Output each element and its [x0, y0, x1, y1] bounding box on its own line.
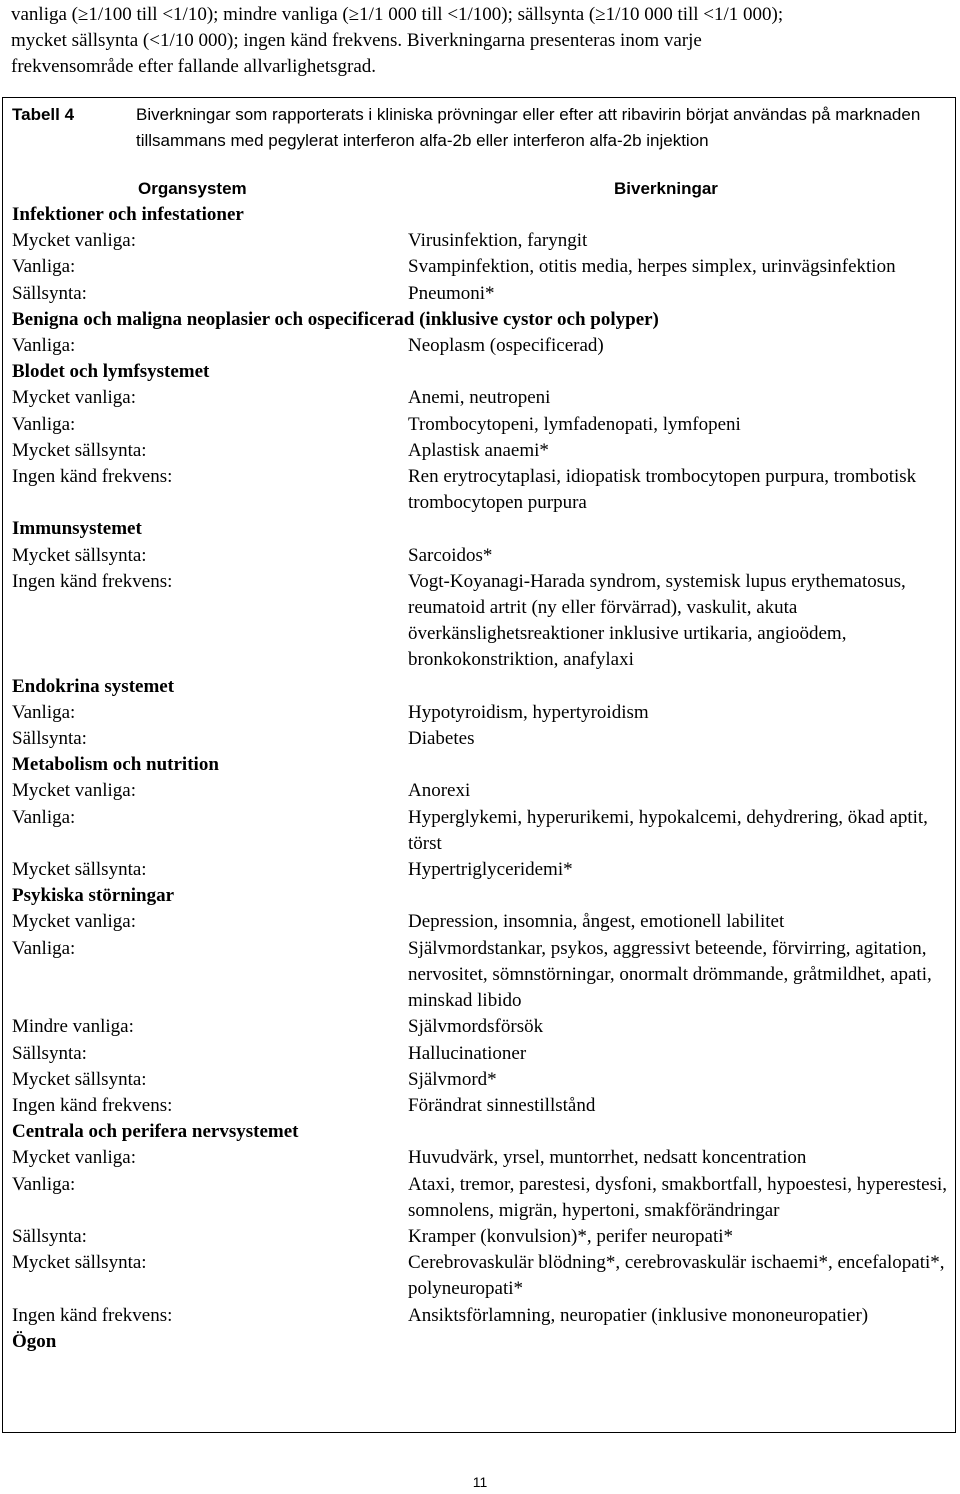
table-row — [12, 1145, 952, 1171]
effects-cell: Förändrat sinnestillstånd — [408, 1094, 596, 1116]
table-caption: Biverkningar som rapporterats i kliniska prövningar eller efter att ribavirin börjat användas på marknaden tillsammans med pegylerat interferon alfa-2b eller interferon alfa-2b injektion — [136, 105, 921, 150]
table-row — [12, 569, 952, 674]
table-row — [12, 1303, 952, 1329]
frequency-cell: Immunsystemet — [12, 518, 142, 540]
table-row — [12, 674, 952, 700]
table-row — [12, 543, 952, 569]
frequency-cell: Vanliga: — [12, 701, 76, 723]
table-row — [12, 202, 952, 228]
table-row — [12, 438, 952, 464]
effects-cell: Ataxi, tremor, parestesi, dysfoni, smakbortfall, hypoestesi, hyperestesi, somnolens, migrän, hypertoni, smakförändringar — [408, 1173, 948, 1221]
table-row — [12, 1041, 952, 1067]
frequency-cell: Mycket sällsynta: — [12, 1252, 147, 1274]
frequency-cell: Vanliga: — [12, 256, 76, 278]
table-row — [12, 228, 952, 254]
table-row — [12, 726, 952, 752]
table-row — [12, 909, 952, 935]
table-row — [12, 412, 952, 438]
effects-cell: Självmordstankar, psykos, aggressivt beteende, förvirring, agitation, nervositet, sömnstörningar, onormalt drömmande, gråtmildhet, apati, minskad libido — [408, 937, 932, 1012]
effects-cell: Hypertriglyceridemi* — [408, 859, 573, 881]
effects-cell: Anemi, neutropeni — [408, 387, 551, 409]
page-number: 11 — [472, 1474, 488, 1490]
table-row — [12, 883, 952, 909]
table-row — [12, 464, 952, 516]
table-row — [12, 752, 952, 778]
table-row — [12, 254, 952, 280]
frequency-cell: Ögon — [12, 1330, 57, 1352]
effects-cell: Hyperglykemi, hyperurikemi, hypokalcemi, dehydrering, ökad aptit, törst — [408, 806, 928, 854]
table-row — [12, 1067, 952, 1093]
frequency-cell: Mycket sällsynta: — [12, 544, 147, 566]
table-row — [12, 1329, 952, 1355]
frequency-cell: Mycket vanliga: — [12, 230, 136, 252]
frequency-cell: Sällsynta: — [12, 728, 87, 750]
effects-cell: Sarcoidos* — [408, 544, 493, 566]
frequency-cell: Vanliga: — [12, 413, 76, 435]
effects-cell: Diabetes — [408, 728, 475, 750]
effects-cell: Kramper (konvulsion)*, perifer neuropati* — [408, 1225, 734, 1247]
frequency-cell: Centrala och perifera nervsystemet — [12, 1121, 299, 1143]
effects-cell: Hypotyroidism, hypertyroidism — [408, 701, 649, 723]
column-header-biverkningar: Biverkningar — [614, 179, 718, 198]
effects-cell: Självmord* — [408, 1068, 497, 1090]
frequency-cell: Metabolism och nutrition — [12, 754, 219, 776]
table-row — [12, 1014, 952, 1040]
table-row — [12, 700, 952, 726]
table-row — [12, 307, 952, 333]
table-row — [12, 281, 952, 307]
effects-cell: Aplastisk anaemi* — [408, 439, 549, 461]
frequency-cell: Sällsynta: — [12, 1225, 87, 1247]
frequency-cell: Mycket sällsynta: — [12, 439, 147, 461]
frequency-cell: Vanliga: — [12, 806, 76, 828]
effects-cell: Huvudvärk, yrsel, muntorrhet, nedsatt koncentration — [408, 1147, 807, 1169]
effects-cell: Virusinfektion, faryngit — [408, 230, 588, 252]
table-row — [12, 1119, 952, 1145]
table-row — [12, 1250, 952, 1302]
table-row — [12, 516, 952, 542]
table-row — [12, 857, 952, 883]
effects-cell: Depression, insomnia, ångest, emotionell labilitet — [408, 911, 785, 933]
frequency-cell: Mycket vanliga: — [12, 387, 136, 409]
frequency-cell: Vanliga: — [12, 335, 76, 357]
frequency-cell: Infektioner och infestationer — [12, 204, 244, 225]
effects-cell: Ansiktsförlamning, neuropatier (inklusive mononeuropatier) — [408, 1304, 869, 1326]
table-row — [12, 1172, 952, 1224]
effects-cell: Anorexi — [408, 780, 471, 802]
effects-cell: Trombocytopeni, lymfadenopati, lymfopeni — [408, 413, 741, 435]
table-row — [12, 359, 952, 385]
frequency-cell: Vanliga: — [12, 937, 76, 959]
frequency-cell: Psykiska störningar — [12, 885, 175, 907]
table-row — [12, 385, 952, 411]
effects-cell: Vogt-Koyanagi-Harada syndrom, systemisk lupus erythematosus, reumatoid artrit (ny eller förvärrad), vaskulit, akuta överkänslighetsreaktioner inklusive urtikaria, angioödem, bronkokonstriktion, anafylaxi — [408, 570, 906, 671]
frequency-cell: Ingen känd frekvens: — [12, 1304, 173, 1326]
frequency-cell: Sällsynta: — [12, 1042, 87, 1064]
frequency-cell: Ingen känd frekvens: — [12, 1094, 173, 1116]
table-row — [12, 1224, 952, 1250]
column-header-organsystem: Organsystem — [138, 179, 247, 198]
intro-line: mycket sällsynta (<1/10 000); ingen känd frekvens. Biverkningarna presenteras inom varje — [11, 30, 702, 51]
frequency-cell: Mindre vanliga: — [12, 1016, 134, 1038]
intro-line: vanliga (≥1/100 till <1/10); mindre vanliga (≥1/1 000 till <1/100); sällsynta (≥1/10 000 till <1/1 000); — [11, 4, 784, 25]
table-row — [12, 1093, 952, 1119]
frequency-cell: Endokrina systemet — [12, 675, 175, 697]
frequency-cell: Mycket sällsynta: — [12, 1068, 147, 1090]
table-label: Tabell 4 — [12, 105, 75, 124]
table-row — [12, 936, 952, 1015]
frequency-cell: Mycket vanliga: — [12, 911, 136, 933]
effects-cell: Självmordsförsök — [408, 1016, 544, 1038]
frequency-cell: Ingen känd frekvens: — [12, 570, 173, 592]
frequency-cell: Sällsynta: — [12, 282, 87, 304]
frequency-cell: Mycket vanliga: — [12, 780, 136, 802]
effects-cell: Pneumoni* — [408, 282, 495, 304]
effects-cell: Neoplasm (ospecificerad) — [408, 335, 604, 357]
effects-cell: Ren erytrocytaplasi, idiopatisk trombocytopen purpura, trombotisk trombocytopen purpura — [408, 466, 917, 514]
frequency-cell: Ingen känd frekvens: — [12, 466, 173, 488]
effects-cell: Hallucinationer — [408, 1042, 527, 1064]
intro-paragraph — [11, 2, 951, 80]
frequency-cell: Mycket sällsynta: — [12, 859, 147, 881]
frequency-cell: Benigna och maligna neoplasier och ospecificerad (inklusive cystor och polyper) — [12, 308, 659, 330]
frequency-cell: Mycket vanliga: — [12, 1147, 136, 1169]
adverse-effects-table-body — [12, 202, 952, 1355]
table-row — [12, 805, 952, 857]
frequency-cell: Blodet och lymfsystemet — [12, 361, 210, 383]
effects-cell: Cerebrovaskulär blödning*, cerebrovaskulär ischaemi*, encefalopati*, polyneuropati* — [408, 1252, 945, 1300]
effects-cell: Svampinfektion, otitis media, herpes simplex, urinvägsinfektion — [408, 256, 896, 278]
frequency-cell: Vanliga: — [12, 1173, 76, 1195]
table-row — [12, 333, 952, 359]
intro-line: frekvensområde efter fallande allvarlighetsgrad. — [11, 56, 377, 77]
table-row — [12, 778, 952, 804]
